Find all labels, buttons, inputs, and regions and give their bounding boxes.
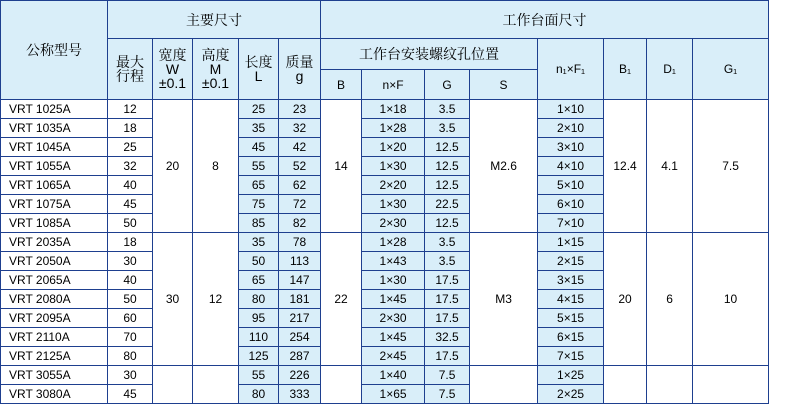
stroke-cell: 30 bbox=[108, 252, 153, 271]
model-cell: VRT 2080A bbox=[1, 290, 108, 309]
n1xf1-cell: 1×25 bbox=[538, 366, 604, 385]
nxf-cell: 1×45 bbox=[362, 328, 425, 347]
nxf-cell: 2×45 bbox=[362, 347, 425, 366]
width-cell bbox=[153, 366, 193, 404]
header-mass: 质量 g bbox=[279, 39, 321, 100]
mass-cell: 254 bbox=[279, 328, 321, 347]
length-cell: 125 bbox=[239, 347, 279, 366]
d1-cell bbox=[647, 366, 693, 404]
model-cell: VRT 3080A bbox=[1, 385, 108, 404]
model-cell: VRT 2035A bbox=[1, 233, 108, 252]
s-cell: M2.6 bbox=[470, 100, 538, 233]
mass-cell: 181 bbox=[279, 290, 321, 309]
n1xf1-cell: 1×15 bbox=[538, 233, 604, 252]
stroke-cell: 70 bbox=[108, 328, 153, 347]
nxf-cell: 1×28 bbox=[362, 119, 425, 138]
mass-cell: 72 bbox=[279, 195, 321, 214]
b1-cell: 20 bbox=[604, 233, 647, 366]
mass-cell: 226 bbox=[279, 366, 321, 385]
header-length: 长度 L bbox=[239, 39, 279, 100]
nxf-cell: 2×30 bbox=[362, 214, 425, 233]
n1xf1-cell: 4×10 bbox=[538, 157, 604, 176]
mass-cell: 217 bbox=[279, 309, 321, 328]
nxf-cell: 1×18 bbox=[362, 100, 425, 119]
stroke-cell: 60 bbox=[108, 309, 153, 328]
nxf-cell: 1×20 bbox=[362, 138, 425, 157]
model-cell: VRT 1085A bbox=[1, 214, 108, 233]
g-cell: 12.5 bbox=[425, 176, 470, 195]
header-main-dims: 主要尺寸 bbox=[108, 1, 321, 39]
nxf-cell: 1×43 bbox=[362, 252, 425, 271]
header-s: S bbox=[470, 70, 538, 100]
model-cell: VRT 1035A bbox=[1, 119, 108, 138]
g-cell: 32.5 bbox=[425, 328, 470, 347]
header-g1: G₁ bbox=[693, 39, 769, 100]
stroke-cell: 50 bbox=[108, 290, 153, 309]
header-width: 宽度 W ±0.1 bbox=[153, 39, 193, 100]
length-cell: 55 bbox=[239, 366, 279, 385]
mass-cell: 32 bbox=[279, 119, 321, 138]
length-cell: 35 bbox=[239, 233, 279, 252]
n1xf1-cell: 3×15 bbox=[538, 271, 604, 290]
n1xf1-cell: 6×15 bbox=[538, 328, 604, 347]
stroke-cell: 30 bbox=[108, 366, 153, 385]
g1-cell: 10 bbox=[693, 233, 769, 366]
length-cell: 50 bbox=[239, 252, 279, 271]
model-cell: VRT 2125A bbox=[1, 347, 108, 366]
header-mount-holes: 工作台安装螺纹孔位置 bbox=[321, 39, 538, 70]
g-cell: 3.5 bbox=[425, 100, 470, 119]
nxf-cell: 1×65 bbox=[362, 385, 425, 404]
header-model-name: 公称型号 bbox=[1, 1, 108, 100]
length-cell: 80 bbox=[239, 290, 279, 309]
model-cell: VRT 1065A bbox=[1, 176, 108, 195]
stroke-cell: 18 bbox=[108, 119, 153, 138]
length-cell: 25 bbox=[239, 100, 279, 119]
nxf-cell: 1×28 bbox=[362, 233, 425, 252]
n1xf1-cell: 5×15 bbox=[538, 309, 604, 328]
model-cell: VRT 2065A bbox=[1, 271, 108, 290]
nxf-cell: 1×45 bbox=[362, 290, 425, 309]
header-max-stroke: 最大 行程 bbox=[108, 39, 153, 100]
model-cell: VRT 2095A bbox=[1, 309, 108, 328]
g-cell: 3.5 bbox=[425, 119, 470, 138]
n1xf1-cell: 4×15 bbox=[538, 290, 604, 309]
stroke-cell: 50 bbox=[108, 214, 153, 233]
d1-cell: 4.1 bbox=[647, 100, 693, 233]
model-cell: VRT 1055A bbox=[1, 157, 108, 176]
nxf-cell: 2×20 bbox=[362, 176, 425, 195]
n1xf1-cell: 2×10 bbox=[538, 119, 604, 138]
n1xf1-cell: 3×10 bbox=[538, 138, 604, 157]
g1-cell bbox=[693, 366, 769, 404]
mass-cell: 42 bbox=[279, 138, 321, 157]
stroke-cell: 40 bbox=[108, 271, 153, 290]
n1xf1-cell: 5×10 bbox=[538, 176, 604, 195]
g-cell: 12.5 bbox=[425, 214, 470, 233]
b-cell: 22 bbox=[321, 233, 362, 366]
width-cell: 20 bbox=[153, 100, 193, 233]
length-cell: 110 bbox=[239, 328, 279, 347]
b1-cell: 12.4 bbox=[604, 100, 647, 233]
length-cell: 55 bbox=[239, 157, 279, 176]
mass-cell: 82 bbox=[279, 214, 321, 233]
g-cell: 12.5 bbox=[425, 138, 470, 157]
header-worktable-dims: 工作台面尺寸 bbox=[321, 1, 769, 39]
stroke-cell: 45 bbox=[108, 385, 153, 404]
length-cell: 45 bbox=[239, 138, 279, 157]
table-header bbox=[1, 1, 769, 100]
s-cell bbox=[470, 366, 538, 404]
length-cell: 65 bbox=[239, 271, 279, 290]
table-row bbox=[1, 366, 769, 385]
g-cell: 7.5 bbox=[425, 366, 470, 385]
nxf-cell: 1×30 bbox=[362, 157, 425, 176]
g-cell: 17.5 bbox=[425, 309, 470, 328]
n1xf1-cell: 2×25 bbox=[538, 385, 604, 404]
n1xf1-cell: 7×15 bbox=[538, 347, 604, 366]
g-cell: 3.5 bbox=[425, 233, 470, 252]
b1-cell bbox=[604, 366, 647, 404]
length-cell: 75 bbox=[239, 195, 279, 214]
nxf-cell: 1×30 bbox=[362, 271, 425, 290]
stroke-cell: 80 bbox=[108, 347, 153, 366]
nxf-cell: 2×30 bbox=[362, 309, 425, 328]
b-cell: 14 bbox=[321, 100, 362, 233]
g-cell: 17.5 bbox=[425, 347, 470, 366]
table-row bbox=[1, 100, 769, 119]
b-cell bbox=[321, 366, 362, 404]
height-cell: 8 bbox=[193, 100, 239, 233]
length-cell: 85 bbox=[239, 214, 279, 233]
g-cell: 7.5 bbox=[425, 385, 470, 404]
mass-cell: 113 bbox=[279, 252, 321, 271]
nxf-cell: 1×40 bbox=[362, 366, 425, 385]
g-cell: 17.5 bbox=[425, 290, 470, 309]
stroke-cell: 25 bbox=[108, 138, 153, 157]
stroke-cell: 40 bbox=[108, 176, 153, 195]
header-g: G bbox=[425, 70, 470, 100]
length-cell: 95 bbox=[239, 309, 279, 328]
mass-cell: 78 bbox=[279, 233, 321, 252]
model-cell: VRT 1045A bbox=[1, 138, 108, 157]
stroke-cell: 45 bbox=[108, 195, 153, 214]
n1xf1-cell: 6×10 bbox=[538, 195, 604, 214]
header-b1: B₁ bbox=[604, 39, 647, 100]
mass-cell: 333 bbox=[279, 385, 321, 404]
model-cell: VRT 3055A bbox=[1, 366, 108, 385]
header-n1xf1: n₁×F₁ bbox=[538, 39, 604, 100]
mass-cell: 147 bbox=[279, 271, 321, 290]
length-cell: 65 bbox=[239, 176, 279, 195]
g-cell: 12.5 bbox=[425, 157, 470, 176]
model-cell: VRT 2110A bbox=[1, 328, 108, 347]
n1xf1-cell: 2×15 bbox=[538, 252, 604, 271]
table-row bbox=[1, 233, 769, 252]
mass-cell: 52 bbox=[279, 157, 321, 176]
g-cell: 22.5 bbox=[425, 195, 470, 214]
s-cell: M3 bbox=[470, 233, 538, 366]
header-b: B bbox=[321, 70, 362, 100]
length-cell: 80 bbox=[239, 385, 279, 404]
n1xf1-cell: 1×10 bbox=[538, 100, 604, 119]
model-cell: VRT 2050A bbox=[1, 252, 108, 271]
height-cell: 12 bbox=[193, 233, 239, 366]
table-body bbox=[1, 100, 769, 404]
header-height: 高度 M ±0.1 bbox=[193, 39, 239, 100]
n1xf1-cell: 7×10 bbox=[538, 214, 604, 233]
model-cell: VRT 1075A bbox=[1, 195, 108, 214]
header-nxf: n×F bbox=[362, 70, 425, 100]
g-cell: 3.5 bbox=[425, 252, 470, 271]
stroke-cell: 18 bbox=[108, 233, 153, 252]
width-cell: 30 bbox=[153, 233, 193, 366]
header-d1: D₁ bbox=[647, 39, 693, 100]
g-cell: 17.5 bbox=[425, 271, 470, 290]
mass-cell: 62 bbox=[279, 176, 321, 195]
stroke-cell: 32 bbox=[108, 157, 153, 176]
d1-cell: 6 bbox=[647, 233, 693, 366]
mass-cell: 287 bbox=[279, 347, 321, 366]
model-cell: VRT 1025A bbox=[1, 100, 108, 119]
g1-cell: 7.5 bbox=[693, 100, 769, 233]
mass-cell: 23 bbox=[279, 100, 321, 119]
nxf-cell: 1×30 bbox=[362, 195, 425, 214]
height-cell bbox=[193, 366, 239, 404]
length-cell: 35 bbox=[239, 119, 279, 138]
stroke-cell: 12 bbox=[108, 100, 153, 119]
